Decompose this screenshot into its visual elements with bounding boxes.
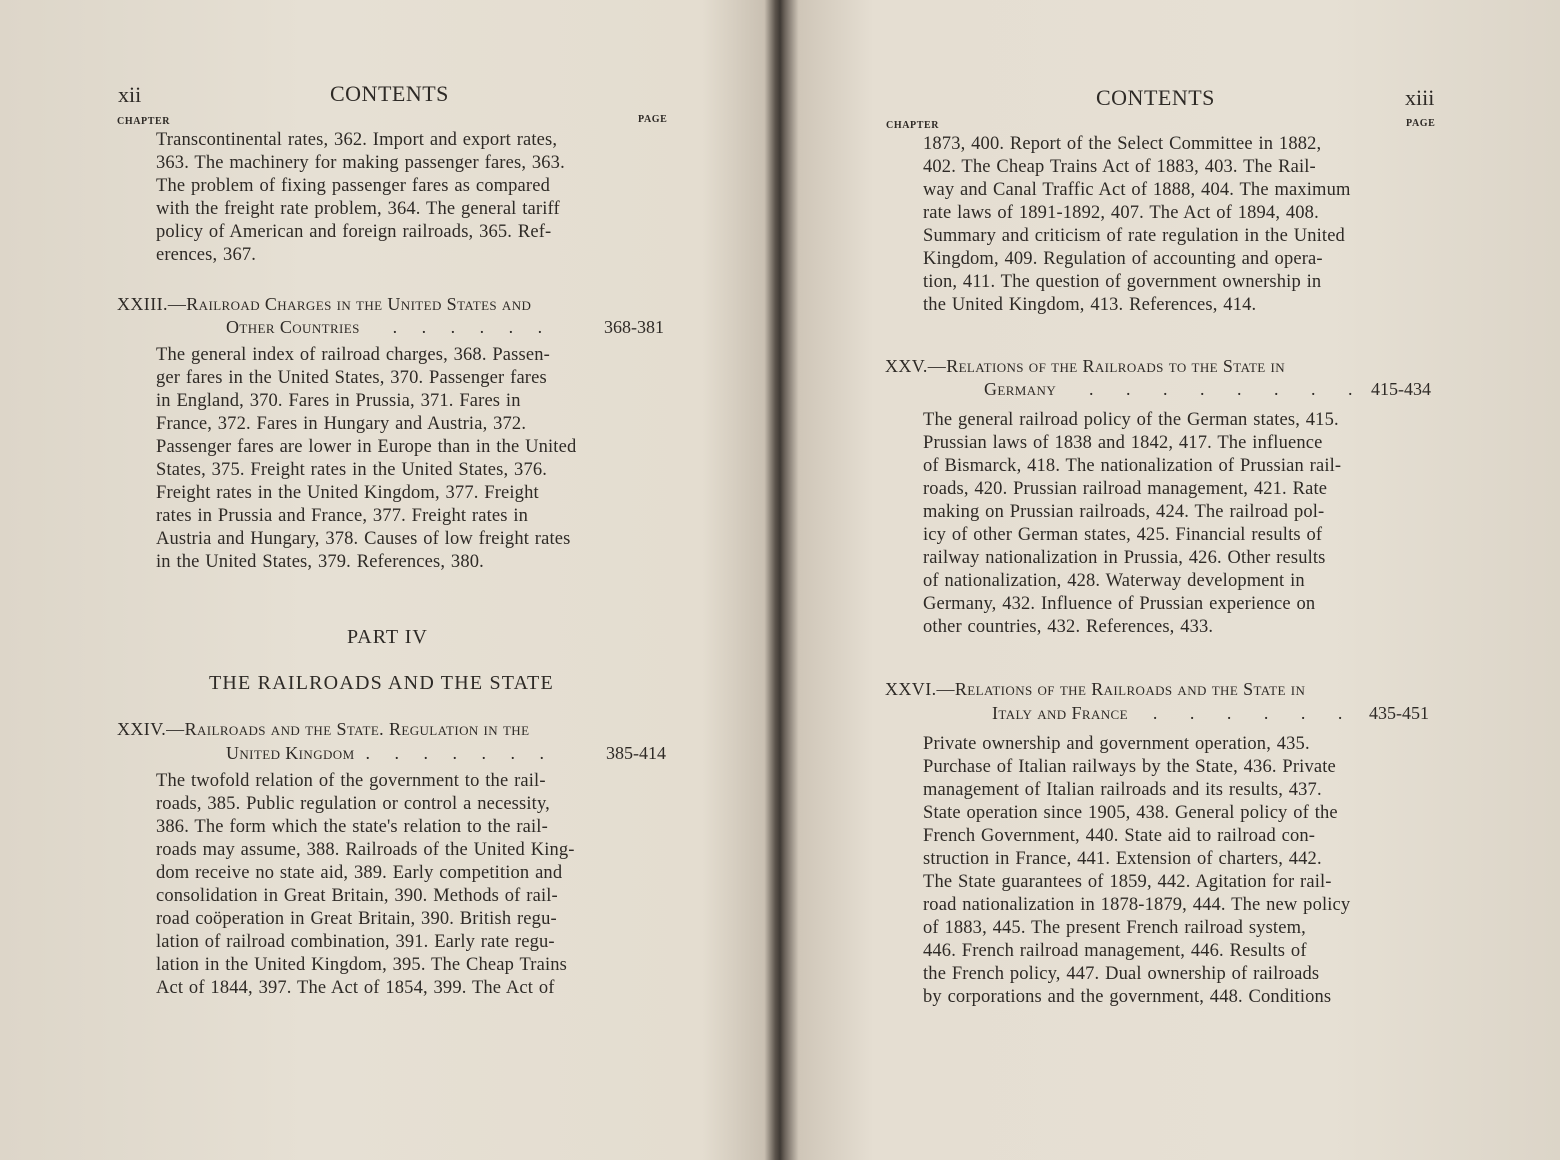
text-line: way and Canal Traffic Act of 1888, 404. The maximum (923, 180, 1351, 200)
text-line: The general railroad policy of the German states, 415. (923, 410, 1339, 430)
chapter-26-summary (923, 733, 1350, 1009)
chapter-25-heading (885, 356, 1285, 377)
left-running-head: CONTENTS (330, 81, 449, 106)
text-line: in England, 370. Fares in Prussia, 371. Fares in (156, 391, 521, 411)
chapter-24-heading (117, 719, 529, 740)
chapter-title: Relations of the Railroads to the State in (946, 356, 1286, 376)
text-line: erences, 367. (156, 245, 257, 265)
text-line: of nationalization, 428. Waterway development in (923, 571, 1305, 591)
text-line: The general index of railroad charges, 368. Passen- (156, 345, 550, 365)
chapter-number: XXV.— (885, 356, 947, 376)
right-running-head: CONTENTS (1096, 85, 1215, 110)
text-line: making on Prussian railroads, 424. The railroad pol- (923, 502, 1325, 522)
text-line: Purchase of Italian railways by the State, 436. Private (923, 757, 1336, 777)
chapter-26-heading-cont (992, 703, 1356, 724)
text-line: Act of 1844, 397. The Act of 1854, 399. The Act of (156, 978, 555, 998)
chapter-26-pages: 435-451 (1369, 703, 1429, 723)
dot-leaders: . . . . . . (392, 317, 553, 337)
chapter-title: Railroads and the State. Regulation in the (184, 719, 530, 739)
text-line: The State guarantees of 1859, 442. Agitation for rail- (923, 872, 1332, 892)
text-line: roads, 420. Prussian railroad management, 421. Rate (923, 479, 1328, 499)
chapter-26-heading (885, 679, 1305, 700)
chapter-24-summary (156, 770, 575, 1000)
text-line: with the freight rate problem, 364. The general tariff (156, 199, 560, 219)
chapter-25-summary (923, 409, 1341, 639)
chapter-title: Railroad Charges in the United States and (186, 294, 532, 314)
chapter-number: XXIII.— (117, 294, 187, 314)
text-line: Freight rates in the United Kingdom, 377. Freight (156, 483, 539, 503)
dot-leaders: . . . . . . . . (1089, 379, 1367, 399)
chapter-number: XXVI.— (885, 679, 955, 699)
chapter-25-heading-cont (984, 379, 1367, 400)
text-line: dom receive no state aid, 389. Early competition and (156, 863, 563, 883)
text-line: rates in Prussia and France, 377. Freight rates in (156, 506, 529, 526)
part-label: PART IV (347, 626, 428, 648)
dot-leaders: . . . . . . (1152, 703, 1357, 723)
text-line: road nationalization in 1878-1879, 444. The new policy (923, 895, 1351, 915)
right-chapter-column-label: CHAPTER (886, 120, 940, 131)
text-line: policy of American and foreign railroads, 365. Ref- (156, 222, 552, 242)
text-line: State operation since 1905, 438. General policy of the (923, 803, 1338, 823)
chapter-25-pages: 415-434 (1371, 379, 1431, 399)
text-line: of Bismarck, 418. The nationalization of Prussian rail- (923, 456, 1342, 476)
text-line: Transcontinental rates, 362. Import and export rates, (156, 130, 558, 150)
left-chapter-column-label: CHAPTER (117, 116, 171, 127)
text-line: 402. The Cheap Trains Act of 1883, 403. The Rail- (923, 157, 1316, 177)
text-line: rate laws of 1891-1892, 407. The Act of 1894, 408. (923, 203, 1319, 223)
text-line: 363. The machinery for making passenger fares, 363. (156, 153, 565, 173)
text-line: Prussian laws of 1838 and 1842, 417. The influence (923, 433, 1323, 453)
text-line: road coöperation in Great Britain, 390. British regu- (156, 909, 557, 929)
text-line: roads may assume, 388. Railroads of the United King- (156, 840, 575, 860)
left-continuation-text (156, 129, 565, 267)
chapter-23-heading (117, 294, 531, 315)
text-line: icy of other German states, 425. Financial results of (923, 525, 1323, 545)
part-title: THE RAILROADS AND THE STATE (209, 672, 554, 694)
text-line: lation in the United Kingdom, 395. The Cheap Trains (156, 955, 567, 975)
text-line: French Government, 440. State aid to railroad con- (923, 826, 1316, 846)
text-line: Summary and criticism of rate regulation in the United (923, 226, 1345, 246)
left-page (0, 0, 775, 1160)
chapter-23-heading-cont (226, 317, 552, 338)
text-line: struction in France, 441. Extension of charters, 442. (923, 849, 1322, 869)
chapter-23-pages: 368-381 (604, 317, 664, 337)
text-line: 446. French railroad management, 446. Results of (923, 941, 1307, 961)
chapter-title-cont: Other Countries (226, 317, 360, 337)
left-page-column-label: PAGE (638, 114, 668, 125)
text-line: other countries, 432. References, 433. (923, 617, 1214, 637)
chapter-23-summary (156, 344, 576, 574)
text-line: Austria and Hungary, 378. Causes of low freight rates (156, 529, 571, 549)
chapter-title-cont: Italy and France (992, 703, 1128, 723)
chapter-number: XXIV.— (117, 719, 185, 739)
text-line: ger fares in the United States, 370. Passenger fares (156, 368, 547, 388)
chapter-title-cont: United Kingdom (226, 743, 355, 763)
text-line: consolidation in Great Britain, 390. Methods of rail- (156, 886, 558, 906)
text-line: 1873, 400. Report of the Select Committee in 1882, (923, 134, 1322, 154)
text-line: lation of railroad combination, 391. Early rate regu- (156, 932, 555, 952)
text-line: in the United States, 379. References, 380. (156, 552, 484, 572)
text-line: The twofold relation of the government to the rail- (156, 771, 546, 791)
text-line: management of Italian railroads and its results, 437. (923, 780, 1322, 800)
text-line: Kingdom, 409. Regulation of accounting and opera- (923, 249, 1323, 269)
text-line: States, 375. Freight rates in the United States, 376. (156, 460, 548, 480)
chapter-24-heading-cont (226, 743, 554, 764)
text-line: railway nationalization in Prussia, 426. Other results (923, 548, 1326, 568)
text-line: 386. The form which the state's relation to the rail- (156, 817, 548, 837)
text-line: The problem of fixing passenger fares as compared (156, 176, 550, 196)
text-line: of 1883, 445. The present French railroad system, (923, 918, 1306, 938)
chapter-title: Relations of the Railroads and the State in (954, 679, 1306, 699)
text-line: tion, 411. The question of government ownership in (923, 272, 1322, 292)
text-line: roads, 385. Public regulation or control a necessity, (156, 794, 550, 814)
chapter-title-cont: Germany (984, 379, 1057, 399)
right-continuation-text (923, 133, 1351, 317)
text-line: the United Kingdom, 413. References, 414. (923, 295, 1257, 315)
right-page (785, 0, 1560, 1160)
dot-leaders: . . . . . . . (365, 743, 554, 763)
text-line: Private ownership and government operation, 435. (923, 734, 1310, 754)
text-line: France, 372. Fares in Hungary and Austria, 372. (156, 414, 527, 434)
text-line: Germany, 432. Influence of Prussian experience on (923, 594, 1316, 614)
chapter-24-pages: 385-414 (606, 743, 666, 763)
left-folio: xii (118, 82, 142, 107)
text-line: Passenger fares are lower in Europe than in the United (156, 437, 577, 457)
text-line: the French policy, 447. Dual ownership of railroads (923, 964, 1320, 984)
right-page-column-label: PAGE (1406, 118, 1436, 129)
right-folio: xiii (1405, 85, 1435, 110)
text-line: by corporations and the government, 448. Conditions (923, 987, 1332, 1007)
